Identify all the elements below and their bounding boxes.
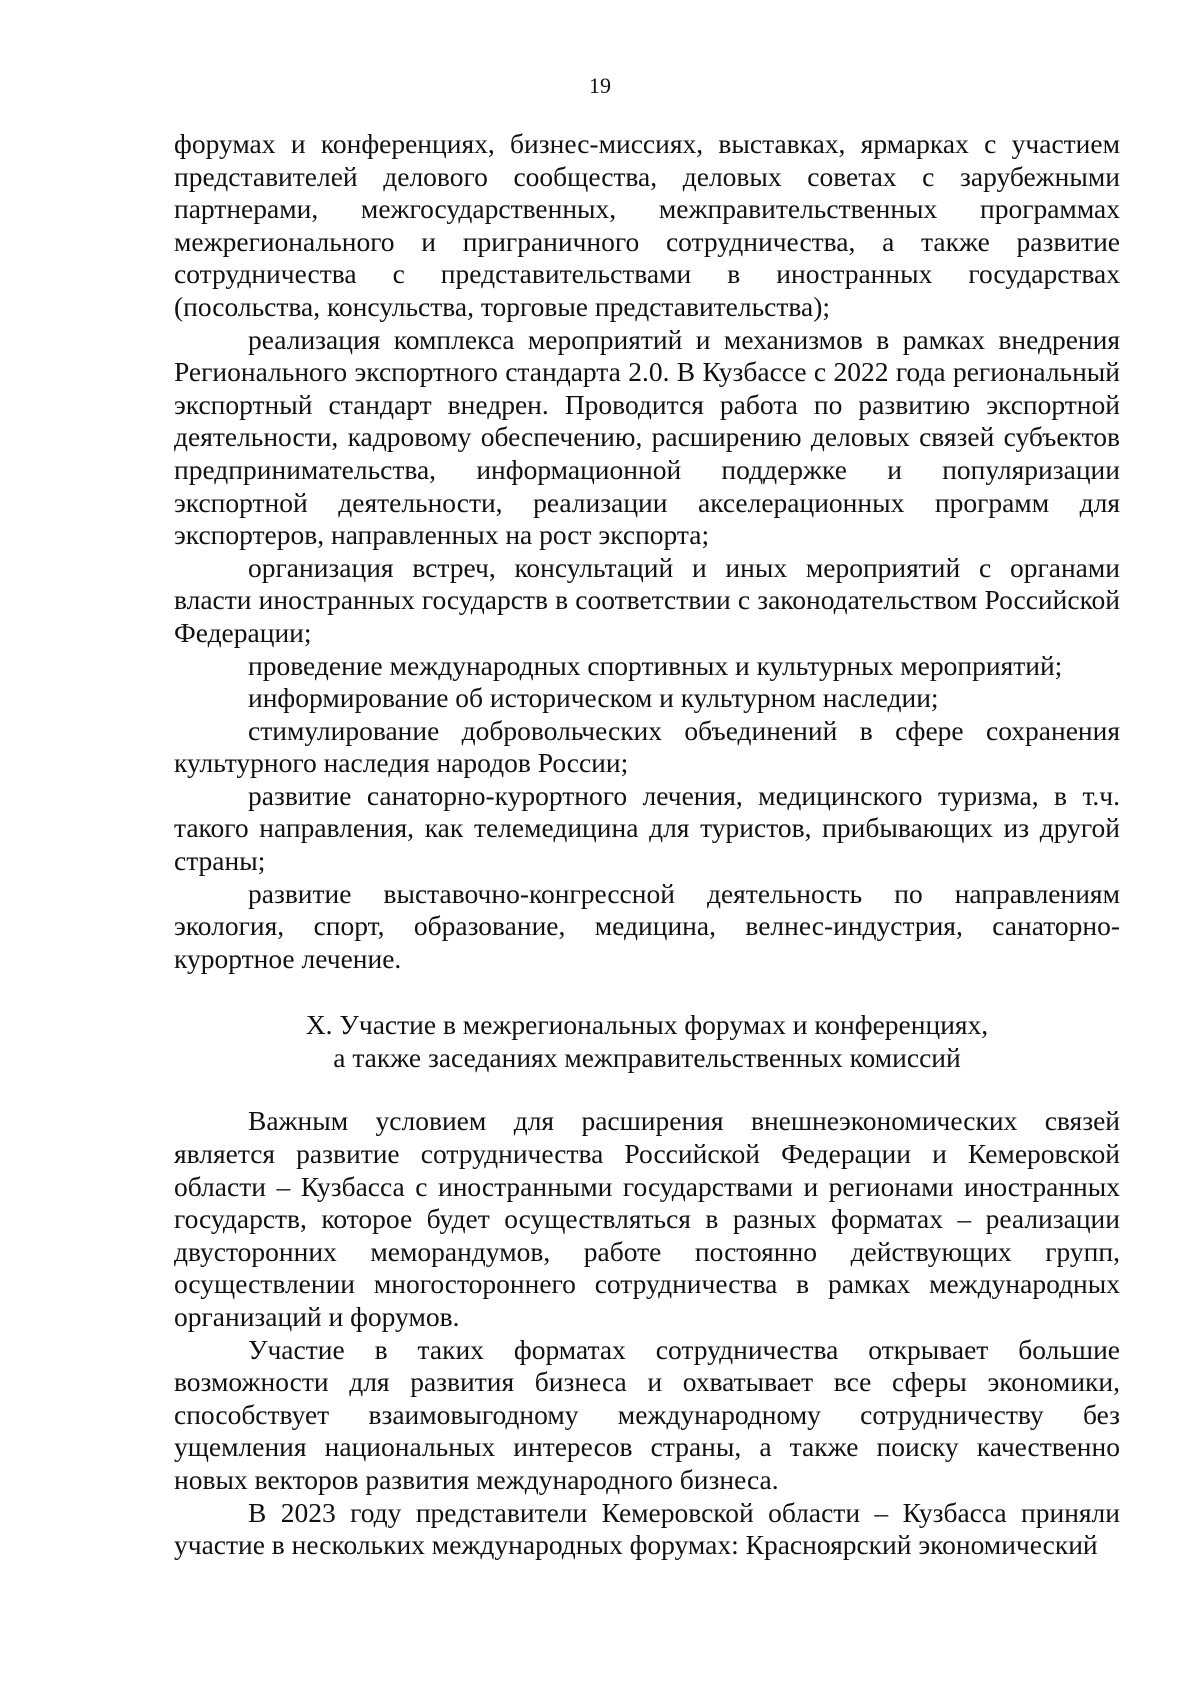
paragraph-continuation: форумах и конференциях, бизнес-миссиях, выставках, ярмарках с участием представителей делового сообщества, деловых советах с зарубежными партнерами, межгосударственных, межправительственных программах межрегионального и приграничного сотрудничества, а также развитие сотрудничества с представительствами в иностранных государствах (посольства, консульства, торговые представительства); <box>174 128 1120 322</box>
section-heading-line-1: X. Участие в межрегиональных форумах и конференциях, <box>305 1009 989 1041</box>
paragraph-export-standard: реализация комплекса мероприятий и механизмов в рамках внедрения Регионального экспортного стандарта 2.0. В Кузбассе с 2022 года региональный экспортный стандарт внедрен. Проводится работа по развитию экспортной деятельности, кадровому обеспечению, расширению деловых связей субъектов предпринимательства, информационной поддержке и популяризации экспортной деятельности, реализации акселерационных программ для экспортеров, направленных на рост экспорта; <box>174 323 1120 551</box>
paragraph-sport-culture-events: проведение международных спортивных и культурных мероприятий; <box>248 649 1063 681</box>
paragraph-forums-2023: В 2023 году представители Кемеровской области – Кузбасса приняли участие в нескольких международных форумах: Красноярский экономический <box>174 1496 1120 1561</box>
paragraph-medical-tourism: развитие санаторно-курортного лечения, медицинского туризма, в т.ч. такого направления, как телемедицина для туристов, прибывающих из другой страны; <box>174 779 1120 877</box>
document-body <box>174 128 1120 1562</box>
section-heading <box>174 1008 1120 1074</box>
paragraph-exhibition-congress: развитие выставочно-конгрессной деятельность по направлениям экология, спорт, образование, медицина, велнес-индустрия, санаторно-курортное лечение. <box>174 877 1120 974</box>
page-number: 19 <box>589 73 611 98</box>
paragraph-participation-formats: Участие в таких форматах сотрудничества открывает большие возможности для развития бизнеса и охватывает все сферы экономики, способствует взаимовыгодному международному сотрудничеству без ущемления национальных интересов страны, а также поиску качественно новых векторов развития международного бизнеса. <box>174 1333 1120 1495</box>
paragraph-meetings: организация встреч, консультаций и иных мероприятий с органами власти иностранных государств в соответствии с законодательством Российской Федерации; <box>174 551 1120 648</box>
paragraph-cooperation-condition: Важным условием для расширения внешнеэкономических связей является развитие сотрудничества Российской Федерации и Кемеровской области – Кузбасса с иностранными государствами и регионами иностранных государств, которое будет осуществляться в разных форматах – реализации двусторонних меморандумов, работе постоянно действующих групп, осуществлении многостороннего сотрудничества в рамках международных организаций и форумов. <box>174 1105 1120 1332</box>
section-heading-line-2: а также заседаниях межправительственных комиссий <box>333 1042 961 1074</box>
paragraph-volunteer-associations: стимулирование добровольческих объединений в сфере сохранения культурного наследия народов России; <box>174 714 1120 779</box>
paragraph-heritage-info: информирование об историческом и культурном наследии; <box>248 682 939 714</box>
